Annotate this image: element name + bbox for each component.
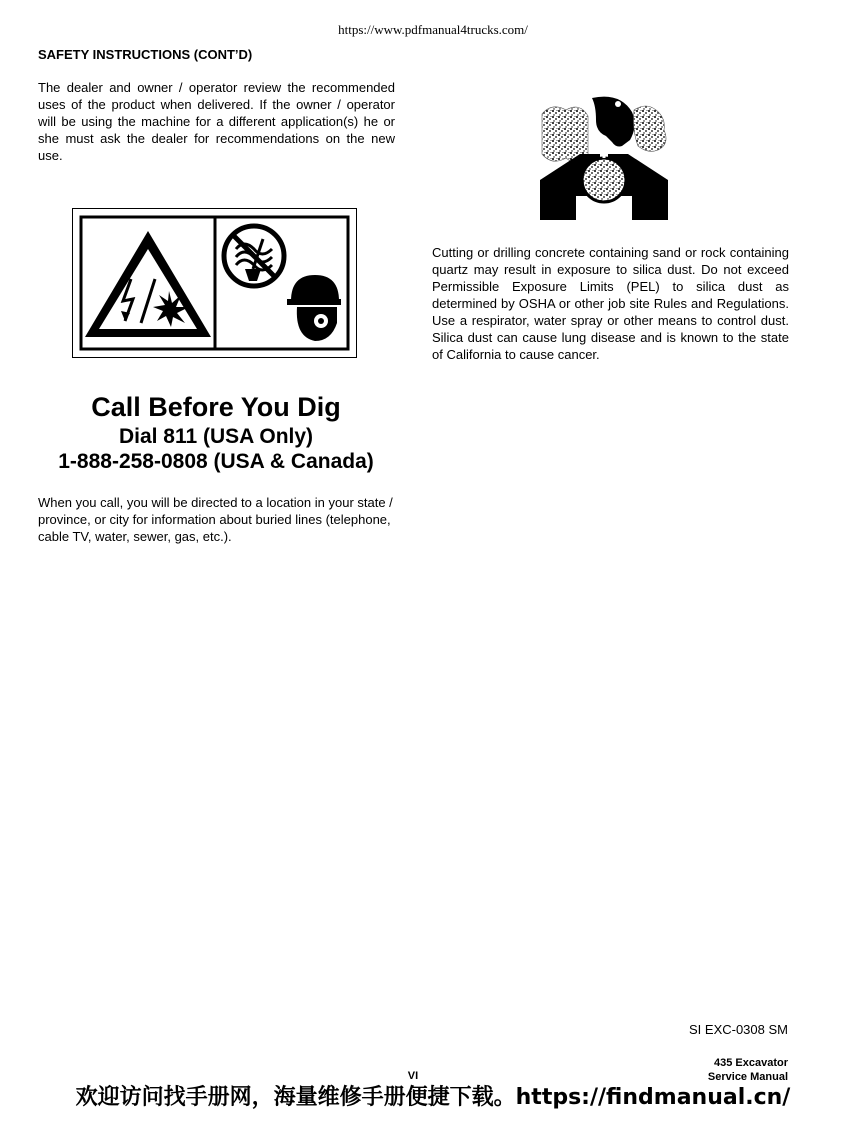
call-paragraph: When you call, you will be directed to a location in your state / province, or city for information about buried lines (telephone, cable TV, water, sewer, gas, etc.). — [38, 495, 393, 544]
silica-paragraph: Cutting or drilling concrete containing sand or rock containing quartz may result in exposure to silica dust. Do not exceed Permissible Exposure Limits (PEL) to silica dust as determined by OSHA or other job site Rules and Regulations. Use a respirator, water spray or other means to control dust. Silica dust can cause lung disease and is known to the state of California to cause cancer. — [432, 245, 789, 362]
footer-manual: Service Manual — [707, 1071, 788, 1083]
document-id: SI EXC-0308 SM — [689, 1022, 788, 1037]
respirator-dust-hazard-icon — [540, 92, 668, 220]
header-url[interactable]: https://www.pdfmanual4trucks.com/ — [338, 22, 528, 37]
section-title: SAFETY INSTRUCTIONS (CONT’D) — [38, 47, 253, 62]
watermark-banner[interactable]: 欢迎访问找手册网，海量维修手册便捷下载。https://findmanual.cn/ — [75, 1085, 791, 1110]
worker-hard-hat-icon — [287, 275, 341, 341]
hazard-label-graphic — [73, 209, 356, 357]
page-number: VI — [407, 1070, 419, 1082]
call-before-you-dig — [30, 390, 402, 474]
call-line-phone: 1-888-258-0808 (USA & Canada) — [58, 450, 374, 473]
respirator-graphic — [540, 92, 668, 220]
footer-model: 435 Excavator — [714, 1057, 788, 1069]
warning-triangle-icon — [85, 231, 211, 337]
call-heading: Call Before You Dig — [91, 392, 341, 422]
no-digging-icon — [224, 226, 284, 286]
call-line-811: Dial 811 (USA Only) — [118, 425, 314, 448]
dealer-paragraph: The dealer and owner / operator review the recommended uses of the product when delivered. If the owner / operator will be using the machine for a different application(s) he or she must ask the dealer for recommendations on the new use. — [38, 80, 395, 163]
electrical-hazard-warning-icon — [72, 208, 357, 358]
